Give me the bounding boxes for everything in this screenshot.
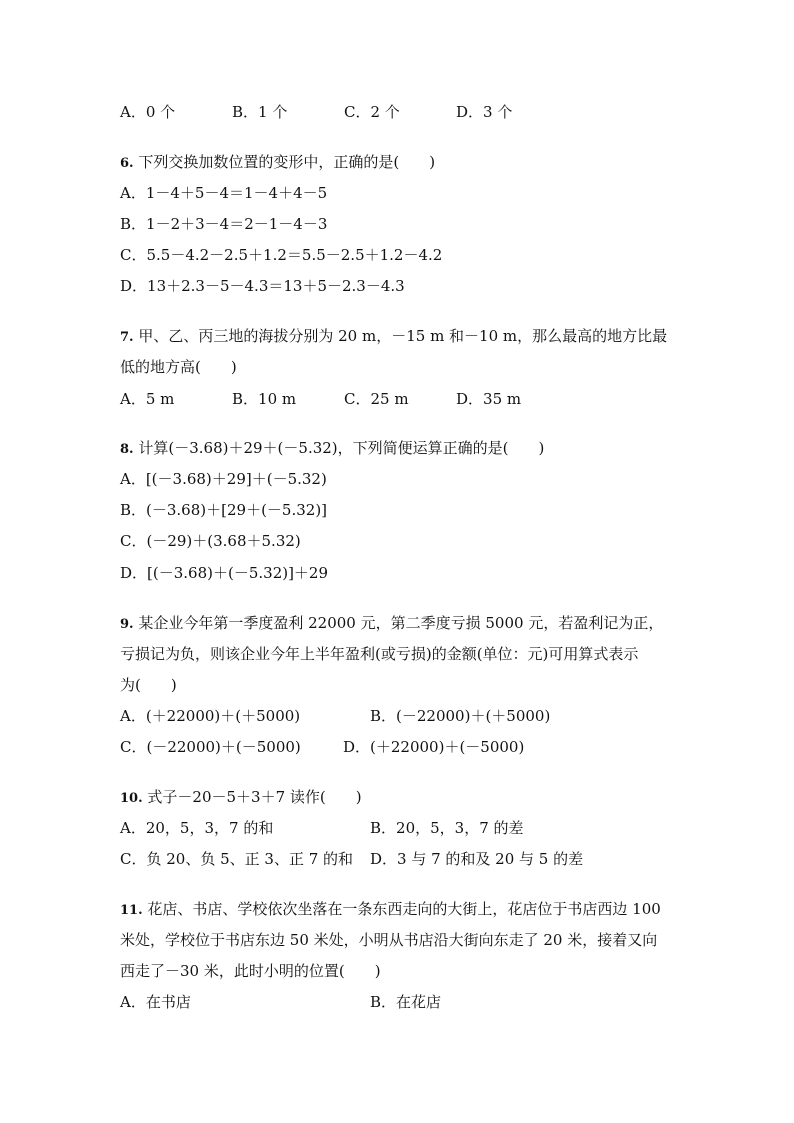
q8-stem: 计算(－3.68)＋29＋(－5.32)，下列简便运算正确的是( ) — [138, 439, 545, 457]
q8-option-c: C．(－29)＋(3.68＋5.32) — [120, 532, 301, 550]
q11-stem-line-2: 米处，学校位于书店东边 50 米处，小明从书店沿大街向东走了 20 米，接着又向 — [120, 931, 658, 949]
q7-stem-1: 甲、乙、丙三地的海拔分别为 20 m，－15 m 和－10 m，那么最高的地方比最 — [138, 327, 668, 345]
q10-option-b: B．20，5，3，7 的差 — [370, 819, 524, 837]
q6-stem-line — [120, 152, 435, 174]
q9-stem-line-1 — [120, 613, 663, 635]
q11-number: 11. — [120, 903, 143, 918]
q8-stem-line — [120, 438, 544, 460]
q11-option-b: B．在花店 — [370, 993, 442, 1011]
q11-stem-1: 花店、书店、学校依次坐落在一条东西走向的大街上，花店位于书店西边 100 — [147, 900, 661, 918]
q9-stem-1: 某企业今年第一季度盈利 22000 元，第二季度亏损 5000 元，若盈利记为正， — [138, 614, 664, 632]
q5-option-b: B．1 个 — [232, 103, 288, 121]
q6-number: 6. — [120, 156, 134, 171]
q8-option-a: A．[(－3.68)＋29]＋(－5.32) — [120, 470, 327, 488]
q8-option-d: D．[(－3.68)＋(－5.32)]＋29 — [120, 564, 329, 582]
q7-stem-line-2: 低的地方高( ) — [120, 358, 237, 376]
q9-option-c: C．(－22000)＋(－5000) — [120, 738, 301, 756]
q5-option-d: D．3 个 — [456, 103, 513, 121]
q9-stem-line-2: 亏损记为负，则该企业今年上半年盈利(或亏损)的金额(单位：元)可用算式表示 — [120, 645, 639, 663]
q10-option-a: A．20，5，3，7 的和 — [120, 819, 274, 837]
q8-number: 8. — [120, 442, 134, 457]
q9-number: 9. — [120, 617, 134, 632]
q11-stem-line-3: 西走了－30 米，此时小明的位置( ) — [120, 962, 381, 980]
q10-stem: 式子－20－5＋3＋7 读作( ) — [147, 788, 362, 806]
q6-option-c: C．5.5－4.2－2.5＋1.2＝5.5－2.5＋1.2－4.2 — [120, 246, 443, 264]
q7-option-b: B．10 m — [232, 390, 297, 408]
q7-number: 7. — [120, 330, 134, 345]
q9-option-a: A．(＋22000)＋(＋5000) — [120, 707, 301, 725]
q9-stem-line-3: 为( ) — [120, 676, 177, 694]
q7-option-a: A．5 m — [120, 390, 175, 408]
q10-option-d: D．3 与 7 的和及 20 与 5 的差 — [370, 850, 584, 868]
q11-stem-line-1 — [120, 899, 661, 921]
q9-option-b: B．(－22000)＋(＋5000) — [370, 707, 551, 725]
q9-option-d: D．(＋22000)＋(－5000) — [343, 738, 525, 756]
q6-option-b: B．1－2＋3－4＝2－1－4－3 — [120, 215, 328, 233]
q8-option-b: B．(－3.68)＋[29＋(－5.32)] — [120, 501, 328, 519]
q6-stem: 下列交换加数位置的变形中，正确的是( ) — [138, 153, 436, 171]
q5-option-c: C．2 个 — [344, 103, 400, 121]
q7-option-d: D．35 m — [456, 390, 522, 408]
q10-number: 10. — [120, 791, 143, 806]
q7-stem-line-1 — [120, 326, 667, 348]
q5-option-a: A．0 个 — [120, 103, 176, 121]
q10-stem-line — [120, 787, 362, 809]
q6-option-d: D．13＋2.3－5－4.3＝13＋5－2.3－4.3 — [120, 277, 405, 295]
q7-option-c: C．25 m — [344, 390, 409, 408]
q10-option-c: C．负 20、负 5、正 3、正 7 的和 — [120, 850, 354, 868]
q11-option-a: A．在书店 — [120, 993, 191, 1011]
q6-option-a: A．1－4＋5－4＝1－4＋4－5 — [120, 184, 328, 202]
